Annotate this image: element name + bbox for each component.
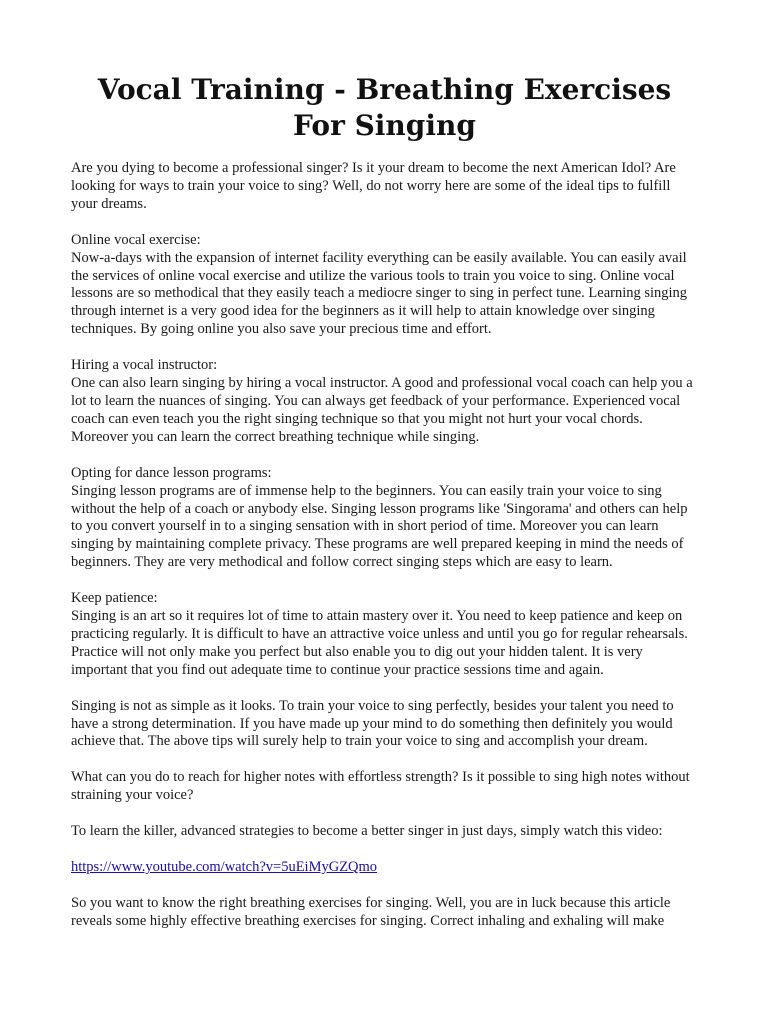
question-paragraph: What can you do to reach for higher notes with effortless strength? Is it possible to sing high notes without straining your voice? xyxy=(71,769,690,804)
keep-patience-section: Keep patience: Singing is an art so it requires lot of time to attain mastery over it. You need to keep patience and keep on practicing regularly. It is difficult to have an attractive voice unless and until you go for regular rehearsals. Practice will not only make you perfect but also enable you to dig out your hidden talent. It is very important that you find out adequate time to continue your practice sessions time and again. xyxy=(71,590,688,678)
online-vocal-exercise-section: Online vocal exercise: Now-a-days with the expansion of internet facility everything can be easily available. You can easily avail the services of online vocal exercise and utilize the various tools to train you voice to sing. Online vocal lessons are so methodical that they easily teach a mediocre singer to sing in perfect tune. Learning singing through internet is a very good idea for the beginners as it will help to attain knowledge over singing techniques. By going online you also save your precious time and effort. xyxy=(71,231,688,338)
conclusion-paragraph: Singing is not as simple as it looks. To train your voice to sing perfectly, besides your talent you need to have a strong determination. If you have made up your mind to do something then definitely you would achieve that. The above tips will surely help to train your voice to sing and accomplish your dream. xyxy=(71,697,674,750)
hiring-vocal-instructor-section: Hiring a vocal instructor: One can also learn singing by hiring a vocal instructor. A good and professional vocal coach can help you a lot to learn the nuances of singing. You can always get feedback of your performance. Experienced vocal coach can even teach you the right singing technique so that you might not hurt your vocal chords. Moreover you can learn the correct breathing technique while singing. xyxy=(71,357,693,445)
intro-paragraph: Are you dying to become a professional singer? Is it your dream to become the next American Idol? Are looking for ways to train your voice to sing? Well, do not worry here are some of the ideal tips to fulfill your dreams. xyxy=(71,160,676,212)
closing-paragraph: So you want to know the right breathing exercises for singing. Well, you are in luck because this article reveals some highly effective breathing exercises for singing. Correct inhaling and exhaling will make xyxy=(71,895,671,929)
page-title: Vocal Training - Breathing Exercises For Singing xyxy=(97,73,672,142)
video-intro-paragraph: To learn the killer, advanced strategies to become a better singer in just days, simply watch this video: xyxy=(71,823,663,840)
dance-lesson-programs-section: Opting for dance lesson programs: Singing lesson programs are of immense help to the beginners. You can easily train your voice to sing without the help of a coach or anybody else. Singing lesson programs like 'Singorama' and others can help to you convert yourself in to a singing sensation with in short period of time. Moreover you can learn singing by maintaining complete privacy. These programs are well prepared keeping in mind the needs of beginners. They are very methodical and follow correct singing steps which are easy to learn. xyxy=(71,464,688,571)
video-link[interactable]: https://www.youtube.com/watch?v=5uEiMyGZQmo xyxy=(71,859,378,876)
